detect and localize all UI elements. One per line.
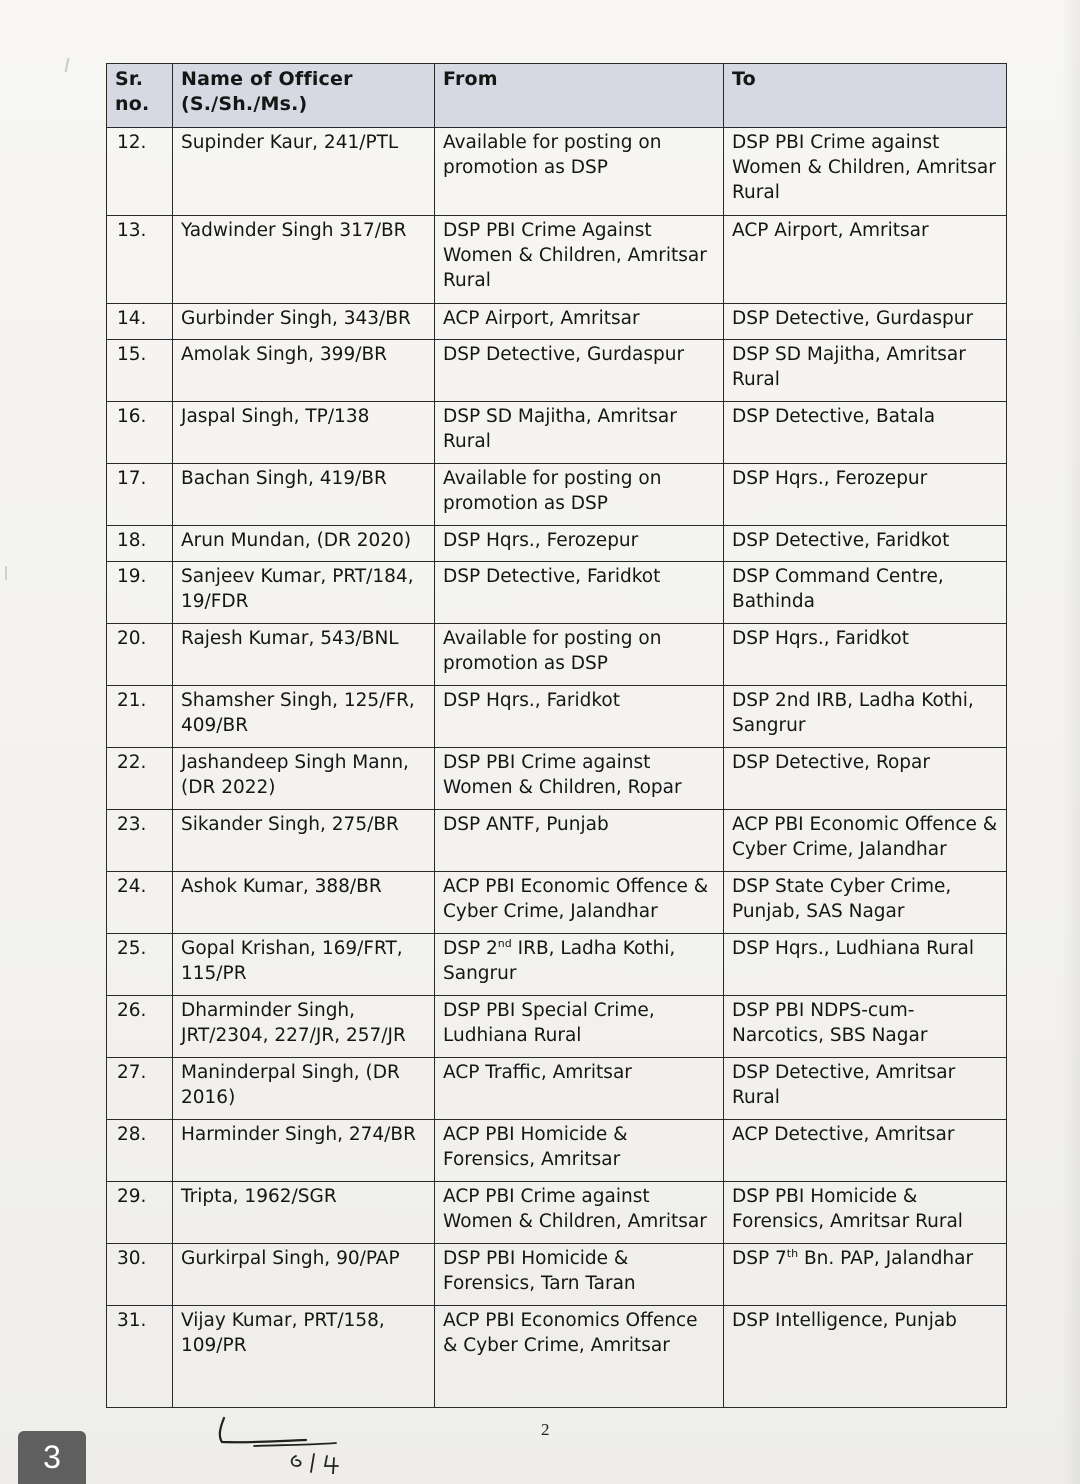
- sr-number-cell: 18.: [107, 526, 173, 562]
- table-row: [107, 464, 1007, 526]
- from-posting-cell: DSP PBI Crime against Women & Children, Ropar: [435, 748, 724, 810]
- table-row: [107, 1182, 1007, 1244]
- from-posting-cell: DSP PBI Crime Against Women & Children, Amritsar Rural: [435, 216, 724, 304]
- officer-name-cell: Harminder Singh, 274/BR: [173, 1120, 435, 1182]
- to-posting-cell: DSP Intelligence, Punjab: [724, 1306, 1007, 1408]
- from-posting-cell: ACP PBI Crime against Women & Children, Amritsar: [435, 1182, 724, 1244]
- table-row: [107, 402, 1007, 464]
- officer-name-cell: Jaspal Singh, TP/138: [173, 402, 435, 464]
- sr-number-cell: 27.: [107, 1058, 173, 1120]
- posting-text: IRB, Ladha Kothi, Sangrur: [443, 938, 676, 984]
- header-sr-no: Sr. no.: [107, 64, 173, 128]
- sr-number-cell: 15.: [107, 340, 173, 402]
- to-posting-cell: DSP Hqrs., Ferozepur: [724, 464, 1007, 526]
- to-posting-cell: DSP State Cyber Crime, Punjab, SAS Nagar: [724, 872, 1007, 934]
- officer-name-cell: Amolak Singh, 399/BR: [173, 340, 435, 402]
- ordinal-suffix: nd: [497, 936, 512, 950]
- table-row: [107, 1244, 1007, 1306]
- header-officer-name: Name of Officer (S./Sh./Ms.): [173, 64, 435, 128]
- to-posting-cell: DSP Detective, Ropar: [724, 748, 1007, 810]
- table-header-row: [107, 64, 1007, 128]
- table-row: [107, 934, 1007, 996]
- table-row: [107, 996, 1007, 1058]
- table-row: [107, 526, 1007, 562]
- posting-text: DSP 7: [732, 1248, 787, 1269]
- sr-number-cell: 12.: [107, 128, 173, 216]
- from-posting-cell: ACP Traffic, Amritsar: [435, 1058, 724, 1120]
- officer-name-cell: Tripta, 1962/SGR: [173, 1182, 435, 1244]
- table-row: [107, 686, 1007, 748]
- sr-number-cell: 30.: [107, 1244, 173, 1306]
- from-posting-cell: Available for posting on promotion as DSP: [435, 624, 724, 686]
- to-posting-cell: DSP 2nd IRB, Ladha Kothi, Sangrur: [724, 686, 1007, 748]
- sr-number-cell: 14.: [107, 304, 173, 340]
- sr-number-cell: 26.: [107, 996, 173, 1058]
- transfer-table: [106, 63, 1007, 1408]
- to-posting-cell: DSP Hqrs., Faridkot: [724, 624, 1007, 686]
- to-posting-cell: DSP PBI Homicide & Forensics, Amritsar Rural: [724, 1182, 1007, 1244]
- officer-name-cell: Shamsher Singh, 125/FR, 409/BR: [173, 686, 435, 748]
- table-row: [107, 810, 1007, 872]
- sr-number-cell: 13.: [107, 216, 173, 304]
- to-posting-cell: ACP Detective, Amritsar: [724, 1120, 1007, 1182]
- officer-name-cell: Ashok Kumar, 388/BR: [173, 872, 435, 934]
- from-posting-cell: [435, 934, 724, 996]
- sr-number-cell: 24.: [107, 872, 173, 934]
- page-edge-shadow: [1062, 0, 1080, 1484]
- from-posting-cell: DSP SD Majitha, Amritsar Rural: [435, 402, 724, 464]
- to-posting-cell: DSP SD Majitha, Amritsar Rural: [724, 340, 1007, 402]
- table-row: [107, 624, 1007, 686]
- sr-number-cell: 17.: [107, 464, 173, 526]
- header-from: From: [435, 64, 724, 128]
- sr-number-cell: 28.: [107, 1120, 173, 1182]
- from-posting-cell: DSP PBI Special Crime, Ludhiana Rural: [435, 996, 724, 1058]
- to-posting-cell: ACP Airport, Amritsar: [724, 216, 1007, 304]
- from-posting-cell: DSP Detective, Faridkot: [435, 562, 724, 624]
- posting-text: DSP 2: [443, 938, 498, 959]
- sr-number-cell: 25.: [107, 934, 173, 996]
- table-row: [107, 1058, 1007, 1120]
- officer-name-cell: Jashandeep Singh Mann, (DR 2022): [173, 748, 435, 810]
- to-posting-cell: DSP Detective, Amritsar Rural: [724, 1058, 1007, 1120]
- from-posting-cell: DSP ANTF, Punjab: [435, 810, 724, 872]
- officer-name-cell: Rajesh Kumar, 543/BNL: [173, 624, 435, 686]
- from-posting-cell: Available for posting on promotion as DSP: [435, 464, 724, 526]
- table-row: [107, 562, 1007, 624]
- from-posting-cell: DSP Detective, Gurdaspur: [435, 340, 724, 402]
- from-posting-cell: ACP PBI Economics Offence & Cyber Crime, Amritsar: [435, 1306, 724, 1408]
- table-row: [107, 872, 1007, 934]
- sr-number-cell: 23.: [107, 810, 173, 872]
- ordinal-suffix: th: [786, 1246, 799, 1260]
- officer-name-cell: Gurkirpal Singh, 90/PAP: [173, 1244, 435, 1306]
- officer-name-cell: Arun Mundan, (DR 2020): [173, 526, 435, 562]
- officer-name-cell: Vijay Kumar, PRT/158, 109/PR: [173, 1306, 435, 1408]
- officer-name-cell: Gurbinder Singh, 343/BR: [173, 304, 435, 340]
- table-row: [107, 128, 1007, 216]
- officer-name-cell: Yadwinder Singh 317/BR: [173, 216, 435, 304]
- from-posting-cell: ACP PBI Economic Offence & Cyber Crime, Jalandhar: [435, 872, 724, 934]
- table-row: [107, 340, 1007, 402]
- posting-text: Bn. PAP, Jalandhar: [798, 1248, 974, 1269]
- from-posting-cell: ACP PBI Homicide & Forensics, Amritsar: [435, 1120, 724, 1182]
- from-posting-cell: DSP Hqrs., Ferozepur: [435, 526, 724, 562]
- table-row: [107, 216, 1007, 304]
- sr-number-cell: 22.: [107, 748, 173, 810]
- page-number: 2: [541, 1420, 550, 1439]
- to-posting-cell: [724, 1244, 1007, 1306]
- sr-number-cell: 29.: [107, 1182, 173, 1244]
- to-posting-cell: DSP Detective, Gurdaspur: [724, 304, 1007, 340]
- officer-name-cell: Gopal Krishan, 169/FRT, 115/PR: [173, 934, 435, 996]
- handwritten-signature: [210, 1414, 350, 1479]
- to-posting-cell: DSP Command Centre, Bathinda: [724, 562, 1007, 624]
- from-posting-cell: Available for posting on promotion as DSP: [435, 128, 724, 216]
- to-posting-cell: DSP Detective, Faridkot: [724, 526, 1007, 562]
- to-posting-cell: DSP PBI NDPS-cum-Narcotics, SBS Nagar: [724, 996, 1007, 1058]
- table-row: [107, 304, 1007, 340]
- from-posting-cell: DSP Hqrs., Faridkot: [435, 686, 724, 748]
- table-row: [107, 1120, 1007, 1182]
- sr-number-cell: 19.: [107, 562, 173, 624]
- table-row: [107, 748, 1007, 810]
- from-posting-cell: ACP Airport, Amritsar: [435, 304, 724, 340]
- officer-name-cell: Supinder Kaur, 241/PTL: [173, 128, 435, 216]
- officer-name-cell: Sanjeev Kumar, PRT/184, 19/FDR: [173, 562, 435, 624]
- sr-number-cell: 31.: [107, 1306, 173, 1408]
- officer-name-cell: Dharminder Singh, JRT/2304, 227/JR, 257/JR: [173, 996, 435, 1058]
- officer-name-cell: Sikander Singh, 275/BR: [173, 810, 435, 872]
- from-posting-cell: DSP PBI Homicide & Forensics, Tarn Taran: [435, 1244, 724, 1306]
- table-body: [107, 128, 1007, 1408]
- margin-mark: [65, 58, 70, 72]
- sr-number-cell: 20.: [107, 624, 173, 686]
- to-posting-cell: DSP Detective, Batala: [724, 402, 1007, 464]
- header-to: To: [724, 64, 1007, 128]
- sr-number-cell: 21.: [107, 686, 173, 748]
- officer-name-cell: Maninderpal Singh, (DR 2016): [173, 1058, 435, 1120]
- margin-mark: [5, 566, 7, 580]
- to-posting-cell: DSP PBI Crime against Women & Children, Amritsar Rural: [724, 128, 1007, 216]
- to-posting-cell: DSP Hqrs., Ludhiana Rural: [724, 934, 1007, 996]
- table-row: [107, 1306, 1007, 1408]
- officer-name-cell: Bachan Singh, 419/BR: [173, 464, 435, 526]
- page-count-badge: 3: [18, 1431, 86, 1484]
- sr-number-cell: 16.: [107, 402, 173, 464]
- to-posting-cell: ACP PBI Economic Offence & Cyber Crime, Jalandhar: [724, 810, 1007, 872]
